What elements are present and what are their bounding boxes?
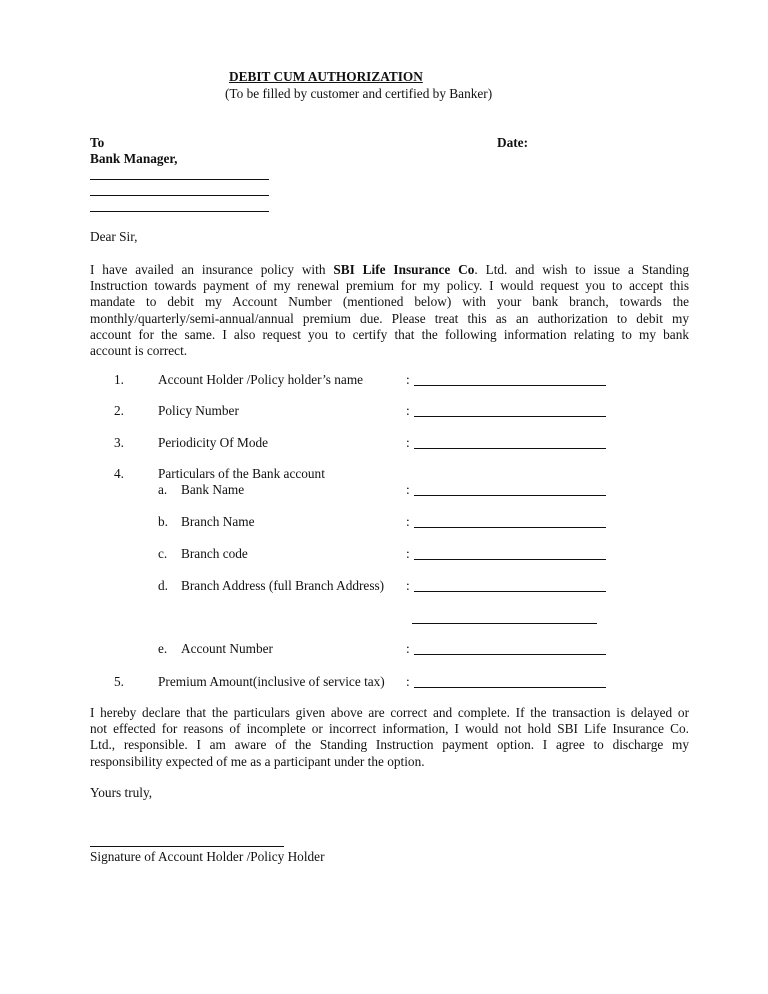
field-label-bank-particulars: Particulars of the Bank account: [158, 466, 325, 481]
company-name: SBI Life Insurance Co: [333, 262, 475, 277]
salutation: Dear Sir,: [90, 229, 138, 244]
account-number-blank[interactable]: [414, 654, 606, 655]
intro-line-5: account for the same. I also request you to certify that the following information relating to my bank: [90, 326, 689, 342]
form-subtitle: (To be filled by customer and certified by Banker): [225, 86, 493, 101]
branch-address-blank-1[interactable]: [414, 591, 606, 592]
account-holder-name-blank[interactable]: [414, 385, 606, 386]
field-colon: :: [406, 674, 410, 689]
date-label: Date:: [497, 135, 529, 150]
field-number-4: 4.: [114, 466, 124, 481]
sub-letter-c: c.: [158, 546, 168, 561]
declaration-line-4: responsibility expected of me as a participant under the option.: [90, 753, 425, 769]
closing: Yours truly,: [90, 785, 153, 800]
sub-letter-e: e.: [158, 641, 168, 656]
field-colon: :: [406, 403, 410, 418]
form-title: DEBIT CUM AUTHORIZATION: [229, 69, 423, 84]
field-colon: :: [406, 482, 410, 497]
field-colon: :: [406, 641, 410, 656]
field-colon: :: [406, 546, 410, 561]
sub-letter-a: a.: [158, 482, 168, 497]
branch-code-blank[interactable]: [414, 559, 606, 560]
branch-address-blank-2[interactable]: [412, 623, 597, 624]
address-line-3[interactable]: [90, 211, 269, 212]
declaration-paragraph: [90, 705, 689, 770]
field-label-account-holder: Account Holder /Policy holder’s name: [158, 372, 364, 387]
branch-name-blank[interactable]: [414, 527, 606, 528]
sub-letter-b: b.: [158, 514, 168, 529]
declaration-line-3: Ltd., responsible. I am aware of the Standing Instruction payment option. I agree to discharge my: [90, 737, 689, 753]
bank-name-blank[interactable]: [414, 495, 606, 496]
policy-number-blank[interactable]: [414, 416, 606, 417]
intro-line-4: monthly/quarterly/semi-annual/annual premium due. Please treat this as an authorization to debit my: [90, 310, 689, 326]
sub-letter-d: d.: [158, 578, 168, 593]
field-colon: :: [406, 435, 410, 450]
field-colon: :: [406, 514, 410, 529]
intro-line-1: I have availed an insurance policy with SBI Life Insurance Co. Ltd. and wish to issue a Standing: [90, 262, 689, 277]
intro-paragraph: [90, 262, 689, 359]
field-number-2: 2.: [114, 403, 124, 418]
field-label-branch-code: Branch code: [181, 546, 248, 561]
signature-line[interactable]: [90, 846, 284, 847]
field-number-1: 1.: [114, 372, 124, 387]
address-line-1[interactable]: [90, 179, 269, 180]
field-label-account-number: Account Number: [181, 641, 273, 656]
field-colon: :: [406, 372, 410, 387]
field-colon: :: [406, 578, 410, 593]
field-label-premium-amount: Premium Amount(inclusive of service tax): [158, 674, 385, 689]
signature-label: Signature of Account Holder /Policy Holder: [90, 849, 325, 864]
periodicity-blank[interactable]: [414, 448, 606, 449]
field-label-policy-number: Policy Number: [158, 403, 239, 418]
intro-line-2: Instruction towards payment of my renewal premium for my policy. I would request you to accept this: [90, 278, 689, 294]
address-line-2[interactable]: [90, 195, 269, 196]
intro-line-6: account is correct.: [90, 343, 188, 359]
field-label-branch-name: Branch Name: [181, 514, 255, 529]
bank-manager-label: Bank Manager,: [90, 151, 178, 166]
premium-amount-blank[interactable]: [414, 687, 606, 688]
to-label: To: [90, 135, 105, 150]
intro-line-3: mandate to debit my Account Number (mentioned below) with your bank branch, towards the: [90, 294, 689, 310]
declaration-line-1: I hereby declare that the particulars given above are correct and complete. If the transaction is delayed or: [90, 705, 689, 720]
field-number-3: 3.: [114, 435, 124, 450]
field-number-5: 5.: [114, 674, 124, 689]
field-label-periodicity: Periodicity Of Mode: [158, 435, 269, 450]
field-label-branch-address: Branch Address (full Branch Address): [181, 578, 385, 593]
field-label-bank-name: Bank Name: [181, 482, 245, 497]
declaration-line-2: not effected for reasons of incomplete or incorrect information, I would not hold SBI Life Insurance Co.: [90, 721, 689, 737]
